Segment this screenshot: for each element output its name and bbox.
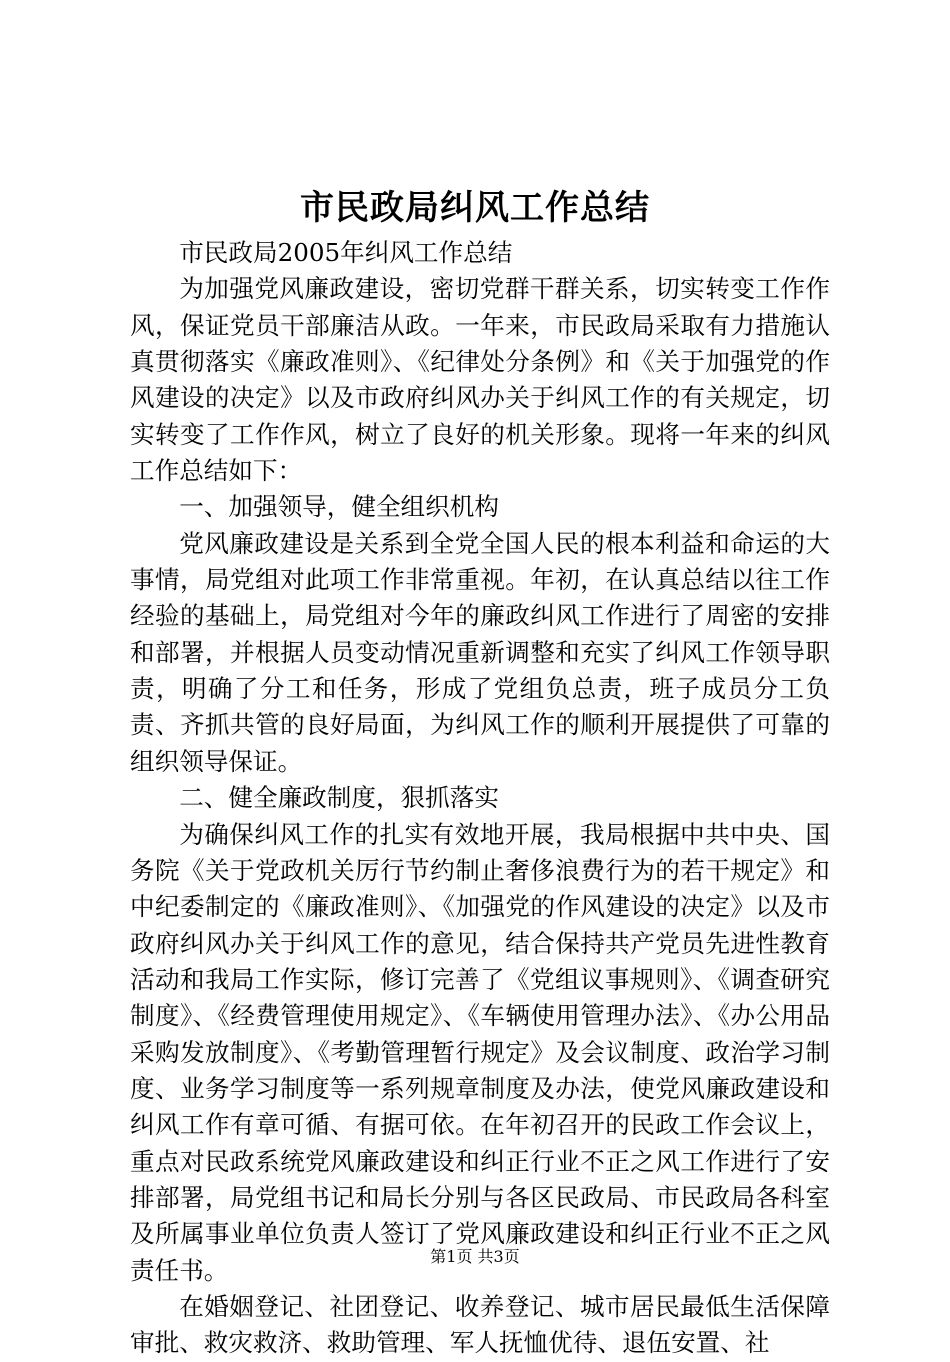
section-heading-1: 一、加强领导，健全组织机构: [179, 492, 499, 522]
subtitle-paragraph: 市民政局2005年纠风工作总结: [179, 238, 513, 267]
section-2-continuation-paragraph: 在婚姻登记、社团登记、收养登记、城市居民最低生活保障审批、救灾救济、救助管理、军人抚恤优待、退伍安置、社: [130, 1291, 830, 1358]
section-1-paragraph: 党风廉政建设是关系到全党全国人民的根本利益和命运的大事情，局党组对此项工作非常重视。年初，在认真总结以往工作经验的基础上，局党组对今年的廉政纠风工作进行了周密的安排和部署，并根据人员变动情况重新调整和充实了纠风工作领导职责，明确了分工和任务，形成了党组负总责，班子成员分工负责、齐抓共管的良好局面，为纠风工作的顺利开展提供了可靠的组织领导保证。: [130, 528, 830, 776]
intro-paragraph: 为加强党风廉政建设，密切党群干群关系，切实转变工作作风，保证党员干部廉洁从政。一年来，市民政局采取有力措施认真贯彻落实《廉政准则》、《纪律处分条例》和《关于加强党的作风建设的决定》以及市政府纠风办关于纠风工作的有关规定，切实转变了工作作风，树立了良好的机关形象。现将一年来的纠风工作总结如下：: [130, 274, 830, 486]
document-title: 市民政局纠风工作总结: [300, 188, 650, 228]
page-footer: 第1页 共3页: [430, 1247, 520, 1266]
section-2-paragraph: 为确保纠风工作的扎实有效地开展，我局根据中共中央、国务院《关于党政机关厉行节约制止奢侈浪费行为的若干规定》和中纪委制定的《廉政准则》、《加强党的作风建设的决定》以及市政府纠风办关于纠风工作的意见，结合保持共产党员先进性教育活动和我局工作实际，修订完善了《党组议事规则》、《调查研究制度》、《经费管理使用规定》、《车辆使用管理办法》、《办公用品采购发放制度》、《考勤管理暂行规定》及会议制度、政治学习制度、业务学习制度等一系列规章制度及办法，使党风廉政建设和纠风工作有章可循、有据可依。在年初召开的民政工作会议上，重点对民政系统党风廉政建设和纠正行业不正之风工作进行了安排部署，局党组书记和局长分别与各区民政局、市民政局各科室及所属事业单位负责人签订了党风廉政建设和纠正行业不正之风责任书。: [130, 819, 830, 1285]
section-heading-2: 二、健全廉政制度，狠抓落实: [179, 783, 499, 813]
document-body: [130, 235, 830, 1362]
